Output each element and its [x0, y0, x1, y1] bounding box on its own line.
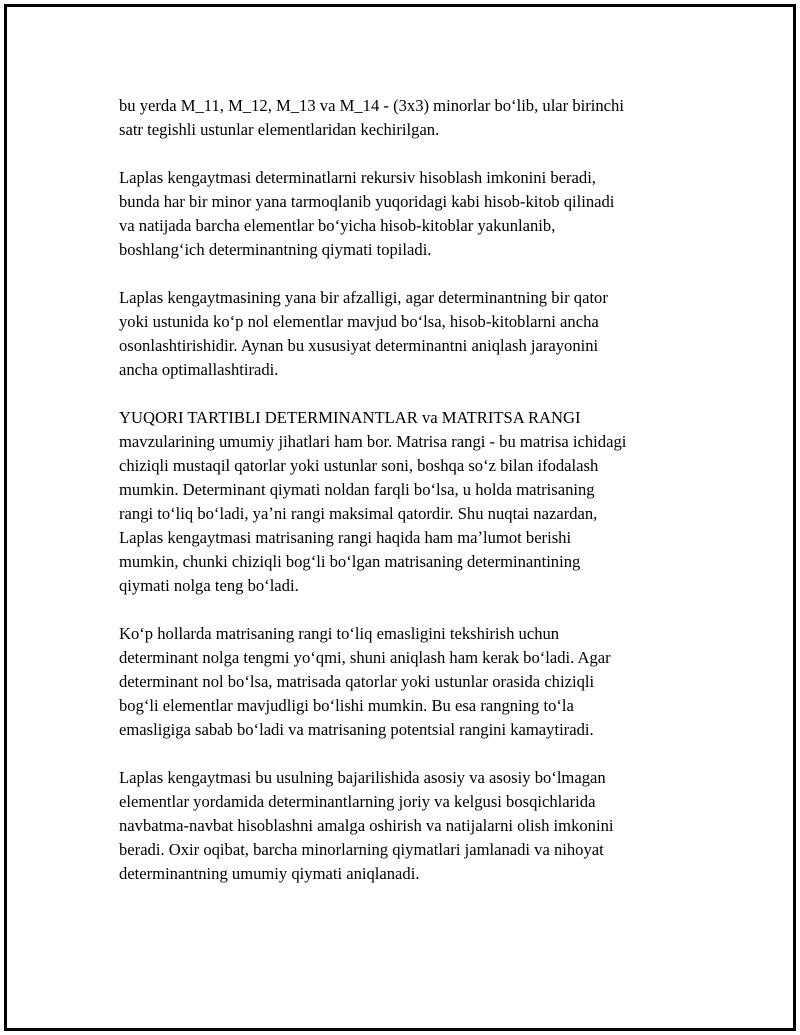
document-body: [119, 94, 699, 910]
text-line: ancha optimallashtiradi.: [119, 360, 279, 379]
text-line: Laplas kengaytmasining yana bir afzalligi, agar determinantning bir qator: [119, 288, 608, 307]
paragraph-3: [119, 286, 699, 382]
paragraph-4: [119, 406, 699, 598]
text-line: rangi toʻliq boʻladi, yaʼni rangi maksimal qatordir. Shu nuqtai nazardan,: [119, 504, 598, 523]
text-line: mumkin, chunki chiziqli bogʻli boʻlgan matrisaning determinantining: [119, 552, 581, 571]
text-line: va natijada barcha elementlar boʻyicha hisob-kitoblar yakunlanib,: [119, 216, 556, 235]
paragraph-2: [119, 166, 699, 262]
text-line: qiymati nolga teng boʻladi.: [119, 576, 299, 595]
text-line: bu yerda M_11, M_12, M_13 va M_14 - (3x3) minorlar boʻlib, ular birinchi: [119, 96, 624, 115]
text-line: beradi. Oxir oqibat, barcha minorlarning qiymatlari jamlanadi va nihoyat: [119, 840, 604, 859]
text-line: bogʻli elementlar mavjudligi boʻlishi mumkin. Bu esa rangning toʻla: [119, 696, 574, 715]
text-line: Laplas kengaytmasi matrisaning rangi haqida ham maʼlumot berishi: [119, 528, 572, 547]
text-line: determinant nol boʻlsa, matrisada qatorlar yoki ustunlar orasida chiziqli: [119, 672, 595, 691]
text-line: elementlar yordamida determinantlarning joriy va kelgusi bosqichlarida: [119, 792, 596, 811]
text-line: determinant nolga tengmi yoʻqmi, shuni aniqlash ham kerak boʻladi. Agar: [119, 648, 611, 667]
paragraph-1: [119, 94, 699, 142]
text-line: osonlashtirishidir. Aynan bu xususiyat determinantni aniqlash jarayonini: [119, 336, 599, 355]
text-line: bunda har bir minor yana tarmoqlanib yuqoridagi kabi hisob-kitob qilinadi: [119, 192, 615, 211]
paragraph-5: [119, 622, 699, 742]
text-line: determinantning umumiy qiymati aniqlanadi.: [119, 864, 420, 883]
text-line: chiziqli mustaqil qatorlar yoki ustunlar soni, boshqa soʻz bilan ifodalash: [119, 456, 599, 475]
text-line: Koʻp hollarda matrisaning rangi toʻliq emasligini tekshirish uchun: [119, 624, 560, 643]
text-line: navbatma-navbat hisoblashni amalga oshirish va natijalarni olish imkonini: [119, 816, 614, 835]
text-line: emasligiga sabab boʻladi va matrisaning potentsial rangini kamaytiradi.: [119, 720, 594, 739]
text-line: YUQORI TARTIBLI DETERMINANTLAR va MATRITSA RANGI: [119, 408, 581, 427]
text-line: mumkin. Determinant qiymati noldan farqli boʻlsa, u holda matrisaning: [119, 480, 595, 499]
text-line: yoki ustunida koʻp nol elementlar mavjud boʻlsa, hisob-kitoblarni ancha: [119, 312, 599, 331]
text-line: boshlangʻich determinantning qiymati topiladi.: [119, 240, 432, 259]
paragraph-6: [119, 766, 699, 886]
text-line: Laplas kengaytmasi determinatlarni rekursiv hisoblash imkonini beradi,: [119, 168, 596, 187]
text-line: mavzularining umumiy jihatlari ham bor. Matrisa rangi - bu matrisa ichidagi: [119, 432, 627, 451]
text-line: satr tegishli ustunlar elementlaridan kechirilgan.: [119, 120, 440, 139]
text-line: Laplas kengaytmasi bu usulning bajarilishida asosiy va asosiy boʻlmagan: [119, 768, 606, 787]
